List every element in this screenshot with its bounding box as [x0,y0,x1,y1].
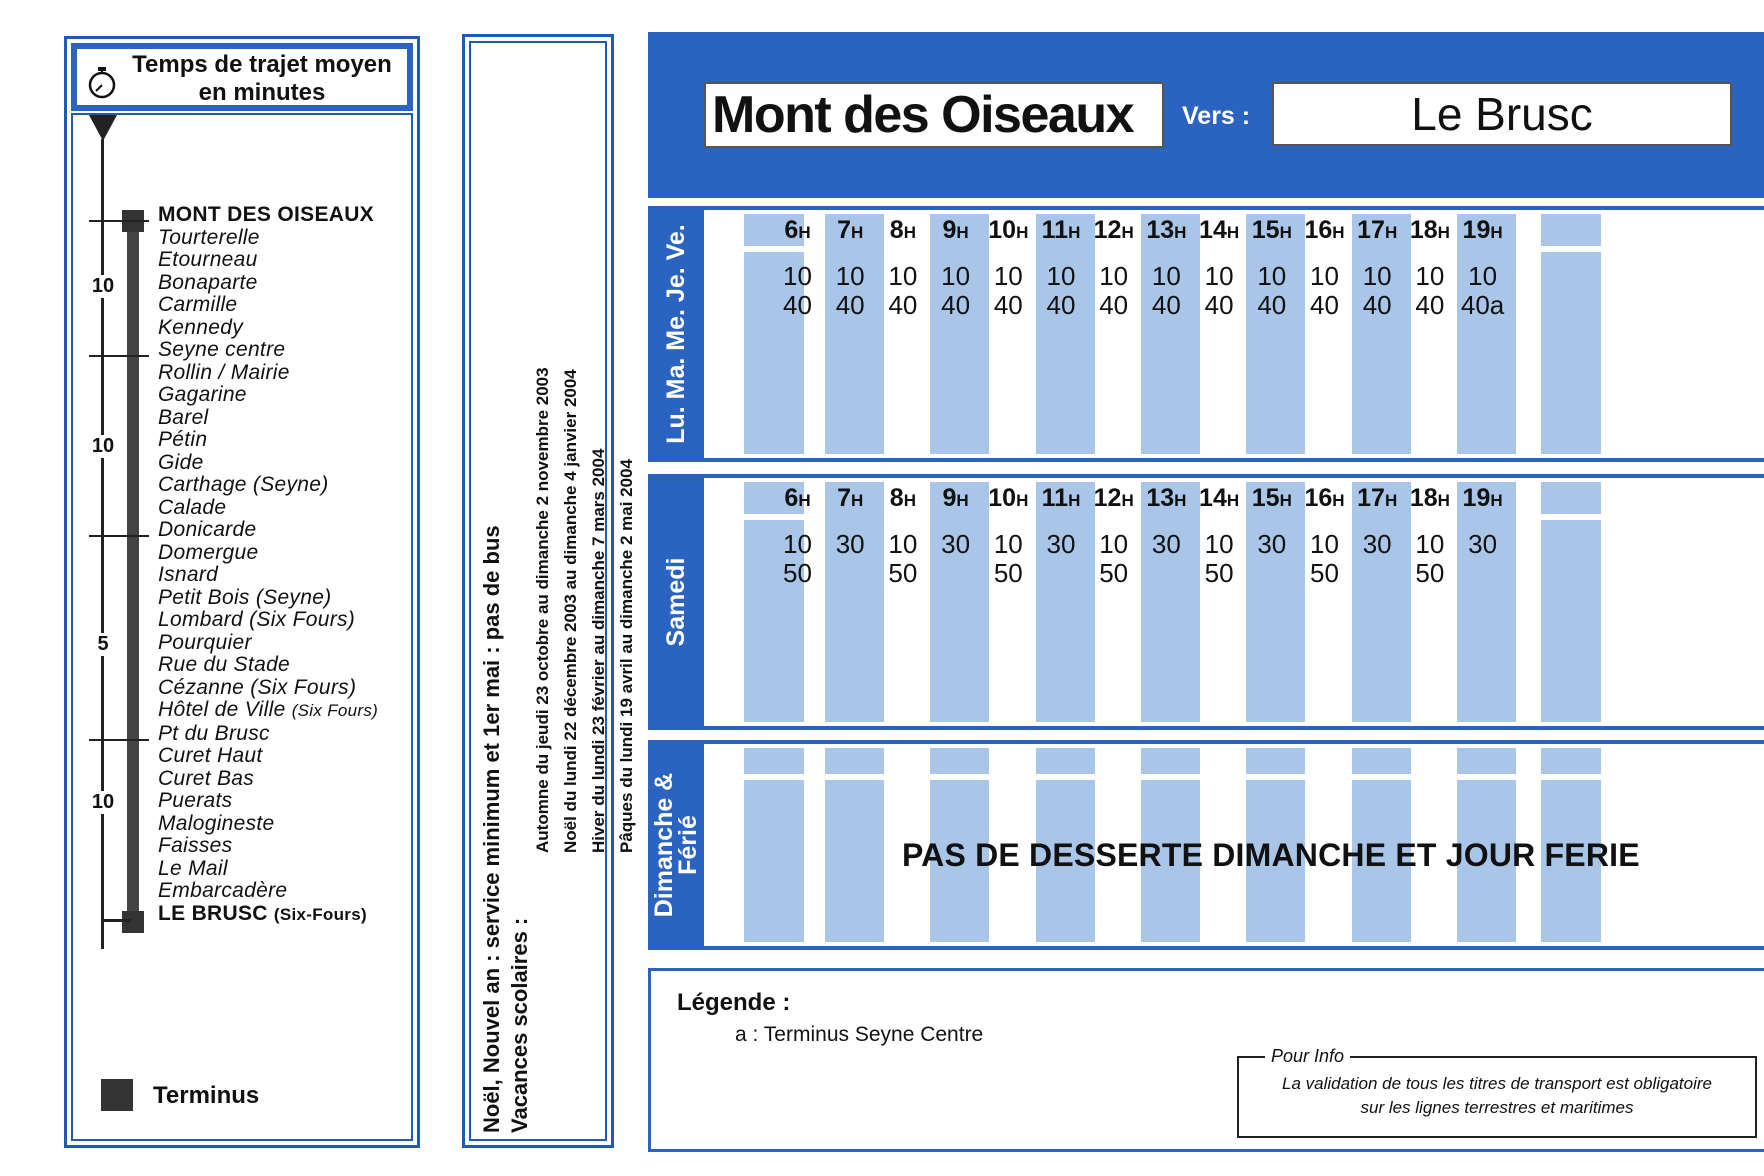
departure-minute: 10 [1415,261,1445,291]
departure-minute: 40 [1310,290,1339,320]
sunday-label: Dimanche & [650,772,678,918]
hour-header: 7H [837,484,864,512]
stop-list [158,204,378,926]
departure-cell [1242,262,1301,320]
hour-header: 16H [1304,216,1345,244]
terminus-legend-icon [101,1079,133,1111]
departure-minute: 40 [835,290,865,320]
holiday-service-note: Noël, Nouvel an : service minimum et 1er mai : pas de bus [479,525,504,1133]
hour-header: 15H [1251,216,1292,244]
departure-minute: 40 [941,290,971,320]
stop-name: Kennedy [158,315,244,339]
saturday-label: Samedi [662,557,690,647]
legend-item: a : Terminus Seyne Centre [735,1023,984,1046]
segment-time: 10 [87,435,119,458]
weekday-schedule [648,206,1764,462]
departure-minute: 10 [1204,261,1234,291]
header-gap [704,774,1764,780]
segment-time: 10 [87,791,119,814]
stop-name: Faisses [158,834,233,857]
travel-time-header [71,43,413,111]
hour-header: 6H [784,484,811,512]
departure-cell [1348,262,1407,320]
stop-name: Donicarde [158,518,257,541]
hour-header: 19H [1462,484,1503,512]
stop-name: Carthage (Seyne) [158,473,329,496]
departure-minute: 50 [783,558,812,588]
departure-minute: 10 [1362,261,1392,291]
departure-cell [1084,530,1143,588]
stop-name: Malogineste [158,811,275,835]
departure-minute: 10 [1099,529,1129,559]
hour-header: 6H [784,216,811,244]
stop-name: Petit Bois (Seyne) [158,585,332,609]
column-stripe [1141,482,1200,722]
stop-name: Gide [158,450,204,474]
route-line [127,217,139,927]
stop-name: Pt du Brusc [158,721,270,745]
departure-minute: 30 [835,529,865,559]
departure-minute: 40 [993,290,1023,320]
start-arrow-icon [89,115,117,141]
departure-minute: 30 [1362,529,1392,559]
hour-header: 13H [1146,216,1187,244]
column-stripe [825,482,884,722]
travel-time-title: Temps de trajet moyen [132,51,392,78]
departure-minute: 40 [1415,290,1445,320]
destination-stop: Le Brusc [1272,82,1732,146]
departure-minute: 40a [1460,290,1505,320]
hour-header: 12H [1093,216,1134,244]
route-panel [64,36,420,1148]
departure-minute: 40 [783,290,812,320]
terminus-stop: LE BRUSC (Six-Fours) [158,901,367,925]
hour-header: 10H [988,216,1029,244]
departure-minute: 40 [1257,290,1287,320]
school-holidays-label: Vacances scolaires : [507,917,532,1133]
departure-cell [1137,530,1196,559]
stop-name: Curet Bas [158,766,255,790]
hour-header: 15H [1251,484,1292,512]
hour-header: 18H [1409,216,1450,244]
hour-header: 16H [1304,484,1345,512]
terminus-marker-end [122,911,144,933]
info-title: Pour Info [1265,1044,1350,1068]
stop-name: Le Mail [158,856,228,880]
hour-header: 9H [942,216,969,244]
stop-name: Carmille [158,293,238,316]
column-stripe [1036,482,1095,722]
stop-name: Pétin [158,428,208,451]
departure-cell [1190,262,1249,320]
saturday-schedule [648,474,1764,730]
hour-header: 12H [1093,484,1134,512]
departure-cell [768,530,827,588]
departure-cell [1084,262,1143,320]
departure-minute: 40 [1151,290,1181,320]
column-stripe [1141,214,1200,454]
departure-cell [926,262,985,320]
column-stripe [1246,482,1305,722]
departure-cell [979,530,1038,588]
departure-minute: 10 [1415,529,1445,559]
info-text: sur les lignes terrestres et maritimes [1360,1098,1634,1117]
departure-minute: 10 [835,261,865,291]
segment-tick [89,739,149,741]
departure-minute: 10 [1257,261,1287,291]
info-text: La validation de tous les titres de transport est obligatoire [1282,1074,1712,1093]
departure-minute: 40 [1099,290,1129,320]
departure-minute: 10 [993,529,1023,559]
segment-time: 10 [87,275,119,298]
info-box [1237,1046,1757,1138]
segment-tick [89,535,149,537]
stop-name: Seyne centre [158,338,286,361]
segment-tick [89,355,149,357]
school-holiday-item: Noël du lundi 22 décembre 2003 au dimanche 4 janvier 2004 [561,369,580,853]
column-stripe [930,482,989,722]
departure-minute: 10 [888,529,918,559]
stop-name: Barel [158,405,209,429]
origin-stop: Mont des Oiseaux [704,82,1164,148]
hour-header: 17H [1357,216,1398,244]
departure-cell [821,262,880,320]
sunday-schedule [648,740,1764,950]
departure-minute: 10 [783,529,812,559]
departure-minute: 10 [1099,261,1129,291]
departure-cell [1242,530,1301,559]
hour-header: 18H [1409,484,1450,512]
direction-header [648,32,1764,198]
departure-cell [1190,530,1249,588]
departure-minute: 30 [1046,529,1076,559]
departure-cell [1032,262,1091,320]
hour-header: 7H [837,216,864,244]
departure-cell [1137,262,1196,320]
legend-title: Légende : [677,989,791,1016]
departure-cell [1400,262,1459,320]
column-stripe [930,214,989,454]
stop-name: Embarcadère [158,879,288,902]
hour-header: 8H [889,484,916,512]
departure-minute: 10 [1310,261,1339,291]
departure-minute: 50 [1310,558,1339,588]
departure-cell [1032,530,1091,559]
stop-name: Rollin / Mairie [158,360,290,384]
school-holiday-item: Hiver du lundi 23 février au dimanche 7 mars 2004 [589,448,608,853]
departure-cell [1348,530,1407,559]
hour-header: 8H [889,216,916,244]
departure-minute: 30 [1468,529,1498,559]
departure-minute: 50 [888,558,918,588]
departure-cell [873,530,932,588]
departure-minute: 30 [1257,529,1287,559]
stop-name: Pourquier [158,630,252,654]
stop-name: Domergue [158,540,259,564]
stop-name: Etourneau [158,248,258,271]
stop-name: Curet Haut [158,744,263,767]
departure-minute: 40 [888,290,918,320]
departure-minute: 30 [941,529,971,559]
legend-panel [648,968,1764,1152]
departure-minute: 30 [1151,529,1181,559]
stop-name: Tourterelle [158,225,260,249]
hour-header: 14H [1199,216,1240,244]
departure-cell [1453,530,1512,559]
departure-minute: 10 [1310,529,1339,559]
departure-minute: 50 [1099,558,1129,588]
stop-name: Lombard (Six Fours) [158,608,356,631]
hour-header: 14H [1199,484,1240,512]
travel-time-subtitle: en minutes [198,79,326,106]
column-stripe [1457,482,1516,722]
departure-minute: 40 [1046,290,1076,320]
column-stripe [1036,214,1095,454]
departure-cell [1295,262,1354,320]
departure-cell [1400,530,1459,588]
stop-name: Calade [158,495,227,519]
stop-name: Cézanne (Six Fours) [158,675,357,699]
terminus-stop: MONT DES OISEAUX [158,203,374,226]
segment-tick [89,220,149,222]
terminus-legend-label: Terminus [153,1082,260,1109]
column-stripe [1457,214,1516,454]
departure-cell [1453,262,1512,320]
departure-minute: 50 [1415,558,1445,588]
stop-name: Puerats [158,789,233,812]
departure-minute: 10 [1468,261,1498,291]
column-stripe [1246,214,1305,454]
column-stripe [825,214,884,454]
notes-panel [462,34,636,1148]
column-stripe [1352,214,1411,454]
departure-minute: 10 [993,261,1023,291]
hour-header: 13H [1146,484,1187,512]
hour-header: 10H [988,484,1029,512]
no-service-message: PAS DE DESSERTE DIMANCHE ET JOUR FERIE [902,837,1640,873]
departure-minute: 10 [1046,261,1076,291]
departure-minute: 40 [1204,290,1234,320]
hour-header: 9H [942,484,969,512]
departure-minute: 50 [1204,558,1234,588]
hour-header: 11H [1041,216,1081,244]
departure-minute: 40 [1362,290,1392,320]
holiday-label: Férié [674,815,702,875]
school-holiday-item: Pâques du lundi 19 avril au dimanche 2 mai 2004 [617,459,636,853]
school-holiday-item: Automne du jeudi 23 octobre au dimanche 2 novembre 2003 [533,367,552,853]
departure-cell [768,262,827,320]
stopwatch-icon [85,65,119,99]
departure-minute: 10 [941,261,971,291]
departure-cell [926,530,985,559]
segment-tick [101,919,131,922]
vers-label: Vers : [1182,102,1251,130]
departure-cell [873,262,932,320]
departure-minute: 10 [783,261,812,291]
stop-name: Isnard [158,563,219,586]
hour-header: 17H [1357,484,1398,512]
stop-name: Bonaparte [158,270,258,294]
segment-time: 5 [87,633,119,656]
school-holidays-list [529,367,641,853]
departure-cell [1295,530,1354,588]
hour-header: 11H [1041,484,1081,512]
weekday-label: Lu. Ma. Me. Je. Ve. [662,224,690,444]
departure-minute: 50 [993,558,1023,588]
stop-name: Gagarine [158,383,247,406]
departure-minute: 10 [1204,529,1234,559]
hour-header: 19H [1462,216,1503,244]
departure-cell [821,530,880,559]
departure-minute: 10 [888,261,918,291]
departure-cell [979,262,1038,320]
departure-minute: 10 [1151,261,1181,291]
time-scale-line [101,139,104,949]
stop-name: Hôtel de Ville (Six Fours) [158,698,379,721]
stop-name: Rue du Stade [158,653,291,676]
column-stripe [1352,482,1411,722]
